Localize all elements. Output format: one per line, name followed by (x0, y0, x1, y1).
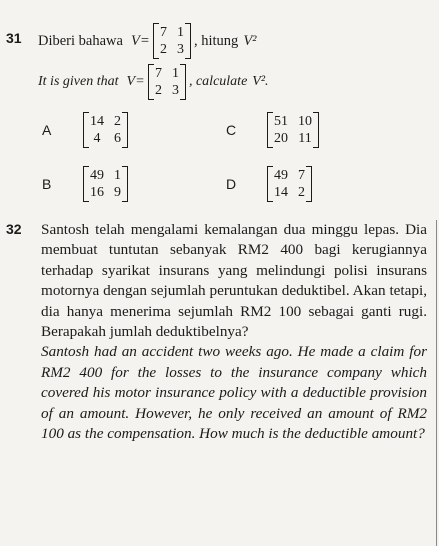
option-label: B (42, 176, 52, 192)
matrix-cell: 2 (298, 185, 305, 200)
malay-calc: , hitung (194, 32, 239, 49)
option-d[interactable] (226, 166, 315, 202)
option-label: A (42, 122, 52, 138)
matrix-cell: 7 (160, 25, 167, 40)
matrix-v (153, 23, 191, 59)
matrix-cell: 14 (90, 114, 104, 129)
option-matrix (267, 166, 312, 202)
v-squared: V². (252, 74, 269, 89)
english-calc: , calculate (188, 74, 248, 89)
option-b[interactable] (42, 166, 131, 202)
matrix-cell: 3 (171, 83, 179, 98)
v-squared: V² (243, 32, 257, 49)
matrix-cell: 11 (298, 131, 312, 146)
option-matrix (83, 112, 128, 148)
variable-v: V (130, 32, 140, 49)
question-malay-text: Santosh telah mengalami kemalangan dua minggu lepas. Dia membuat tuntutan sebanyak RM2 400 bagi kerugiannya terhadap syarikat insurans yang melindungi polisi insurans motornya dengan sejumlah peruntukan deduktibel. Akan tetapi, dia hanya menerima sejumlah RM2 100 sebagai ganti rugi. Berapakah jumlah deduktibelnya? (41, 221, 427, 341)
matrix-cell: 20 (274, 131, 288, 146)
question-32 (41, 220, 427, 444)
matrix-cell: 51 (274, 114, 288, 129)
option-matrix (267, 112, 319, 148)
option-c[interactable] (226, 112, 322, 148)
question-number: 31 (6, 30, 22, 46)
question-malay-line (38, 23, 257, 59)
matrix-cell: 4 (93, 131, 101, 146)
question-english-text: Santosh had an accident two weeks ago. He made a claim for RM2 400 for the losses to the insurance company which covered his motor insurance policy with a deductible provision of an amount. However, he only received an amount of RM2 100 as the compensation. How much is the deductible amount? (41, 343, 427, 443)
matrix-cell: 10 (298, 114, 312, 129)
matrix-cell: 2 (114, 114, 121, 129)
matrix-cell: 2 (154, 83, 162, 98)
option-matrix (83, 166, 128, 202)
matrix-cell: 49 (90, 168, 104, 183)
matrix-v (148, 64, 186, 100)
matrix-cell: 7 (298, 168, 305, 183)
matrix-cell: 16 (90, 185, 104, 200)
matrix-cell: 7 (154, 66, 162, 81)
page-edge-line (436, 220, 437, 546)
variable-v: V (126, 74, 136, 89)
equals-sign: = (136, 74, 144, 89)
matrix-cell: 3 (177, 42, 184, 57)
option-label: D (226, 176, 237, 192)
matrix-cell: 1 (177, 25, 184, 40)
malay-intro: Diberi bahawa (38, 32, 123, 49)
matrix-cell: 1 (114, 168, 121, 183)
matrix-cell: 49 (274, 168, 288, 183)
english-intro: It is given that (38, 74, 119, 89)
matrix-cell: 14 (274, 185, 288, 200)
matrix-cell: 2 (160, 42, 167, 57)
question-english-line (38, 64, 269, 100)
option-a[interactable] (42, 112, 131, 148)
matrix-cell: 1 (171, 66, 179, 81)
option-label: C (226, 122, 237, 138)
equals-sign: = (140, 32, 149, 49)
matrix-cell: 9 (114, 185, 121, 200)
matrix-cell: 6 (114, 131, 121, 146)
question-number: 32 (6, 221, 22, 237)
